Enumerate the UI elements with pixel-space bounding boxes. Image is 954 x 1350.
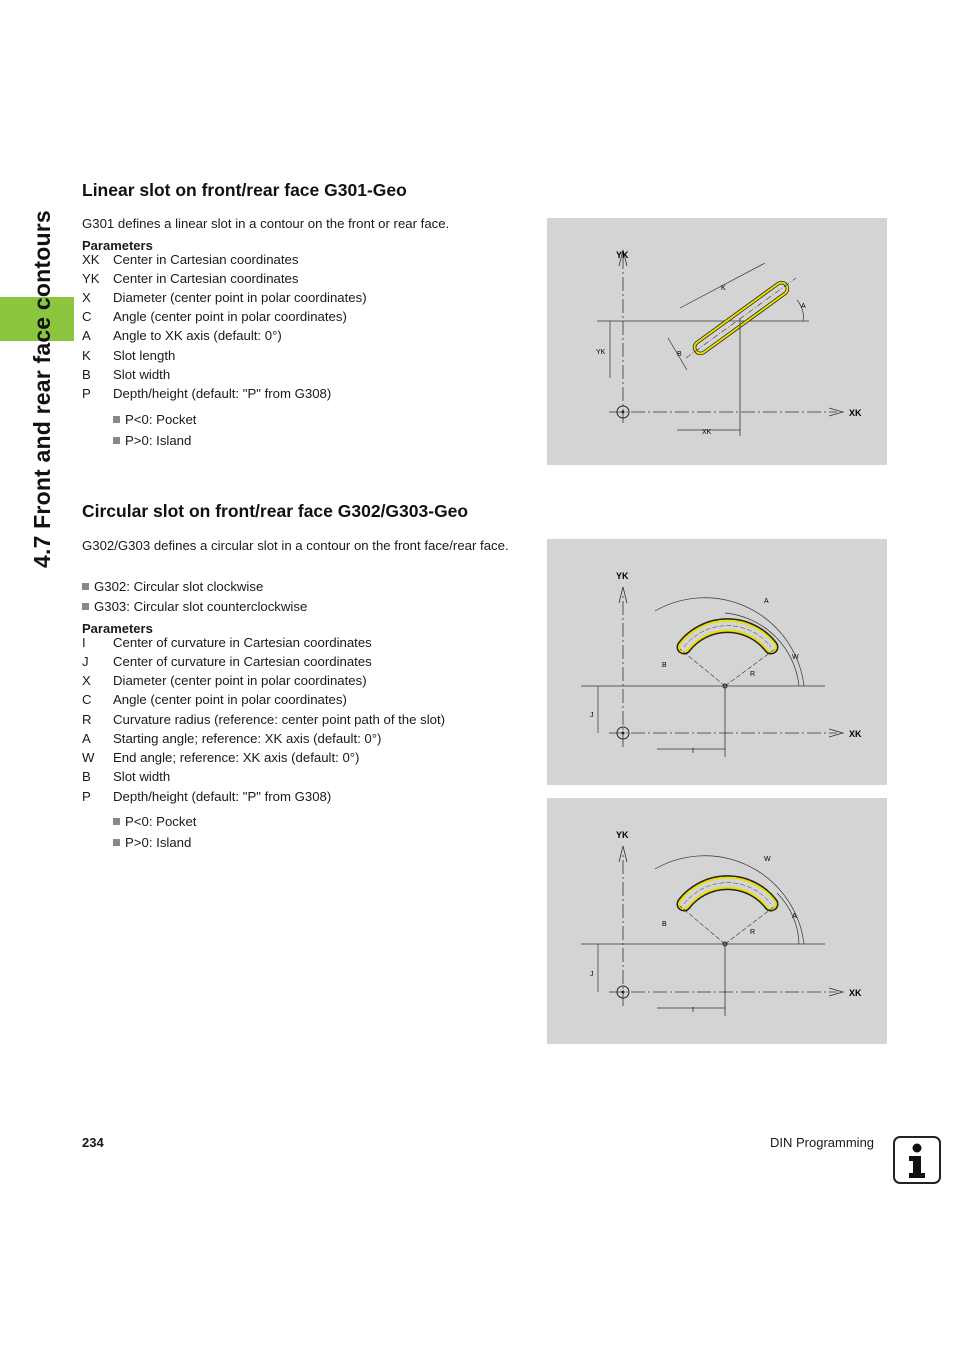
param-row <box>82 769 170 784</box>
figure-circular-slot-counterclockwise <box>547 798 887 1044</box>
dim-label-k: K <box>721 285 726 292</box>
param-key: K <box>82 348 91 363</box>
bullet-square-icon <box>113 839 120 846</box>
sub-bullet: P<0: Pocket <box>113 412 196 427</box>
param-desc: Curvature radius (reference: center point path of the slot) <box>113 712 446 727</box>
dim-label-b: B <box>662 921 667 928</box>
param-desc: Center in Cartesian coordinates <box>113 252 299 267</box>
param-row <box>82 731 381 746</box>
param-row <box>82 348 175 363</box>
param-row <box>82 290 367 305</box>
dim-label-i: I <box>692 748 694 755</box>
sub-bullet: P>0: Island <box>113 835 191 850</box>
param-key: X <box>82 290 91 305</box>
param-row <box>82 271 298 286</box>
dim-label-j: J <box>590 971 594 978</box>
axis-label-xk: XK <box>849 408 862 418</box>
param-row <box>82 328 282 343</box>
param-desc: Depth/height (default: "P" from G308) <box>113 386 332 401</box>
param-desc: Angle (center point in polar coordinates) <box>113 309 347 324</box>
param-desc: Diameter (center point in polar coordinates) <box>113 290 367 305</box>
axis-label-yk: YK <box>616 830 629 840</box>
param-desc: Slot length <box>113 348 176 363</box>
param-desc: Angle (center point in polar coordinates) <box>113 692 347 707</box>
dim-label-a: A <box>792 913 797 920</box>
axis-label-xk: XK <box>849 729 862 739</box>
param-row <box>82 692 347 707</box>
bullet-square-icon <box>113 416 120 423</box>
section-title-circular-slot: Circular slot on front/rear face G302/G303-Geo <box>82 501 469 521</box>
param-key: XK <box>82 252 100 267</box>
page-number: 234 <box>82 1135 104 1150</box>
param-desc: Slot width <box>113 367 171 382</box>
param-desc: Angle to XK axis (default: 0°) <box>113 328 282 343</box>
param-key: P <box>82 789 91 804</box>
param-row <box>82 309 347 324</box>
footer-title: DIN Programming <box>770 1135 875 1150</box>
dim-label-b: B <box>677 351 682 358</box>
chapter-title: 4.7 Front and rear face contours <box>29 210 55 568</box>
param-key: P <box>82 386 91 401</box>
param-desc: Diameter (center point in polar coordinates) <box>113 673 367 688</box>
param-key: B <box>82 769 91 784</box>
param-row <box>82 712 445 727</box>
param-desc: Center of curvature in Cartesian coordinates <box>113 654 372 669</box>
figure-circular-slot-clockwise <box>547 539 887 785</box>
bullet-square-icon <box>113 818 120 825</box>
param-key: X <box>82 673 91 688</box>
section-intro: G302/G303 defines a circular slot in a contour on the front face/rear face. <box>82 538 509 553</box>
dim-label-r: R <box>750 929 756 936</box>
bullet-square-icon <box>82 603 89 610</box>
param-desc: End angle; reference: XK axis (default: 0°) <box>113 750 360 765</box>
param-row <box>82 252 298 267</box>
dim-label-a: A <box>801 303 806 310</box>
figure-linear-slot <box>547 218 887 465</box>
param-key: J <box>82 654 89 669</box>
sub-bullet: P<0: Pocket <box>113 814 196 829</box>
axis-label-yk: YK <box>616 250 629 260</box>
bullet-item: G302: Circular slot clockwise <box>82 579 263 594</box>
param-row <box>82 789 331 804</box>
section-intro: G301 defines a linear slot in a contour on the front or rear face. <box>82 216 450 231</box>
axis-label-yk: YK <box>616 571 629 581</box>
dim-label-w: W <box>792 654 799 661</box>
param-desc: Center of curvature in Cartesian coordinates <box>113 635 372 650</box>
bullet-square-icon <box>113 437 120 444</box>
param-row <box>82 654 372 669</box>
dim-label-xk: XK <box>702 429 712 436</box>
dim-label-w: W <box>764 856 771 863</box>
param-row <box>82 673 367 688</box>
parameters-heading: Parameters <box>82 621 153 636</box>
param-key: R <box>82 712 92 727</box>
param-key: I <box>82 635 86 650</box>
param-row <box>82 386 331 401</box>
parameters-heading: Parameters <box>82 238 153 253</box>
sub-bullet: P>0: Island <box>113 433 191 448</box>
param-key: A <box>82 328 91 343</box>
dim-label-b: B <box>662 662 667 669</box>
param-key: C <box>82 692 92 707</box>
param-desc: Slot width <box>113 769 171 784</box>
param-row <box>82 635 372 650</box>
param-key: YK <box>82 271 100 286</box>
param-row <box>82 750 359 765</box>
dim-label-r: R <box>750 671 756 678</box>
param-desc: Depth/height (default: "P" from G308) <box>113 789 332 804</box>
param-desc: Starting angle; reference: XK axis (default: 0°) <box>113 731 382 746</box>
section-title-linear-slot: Linear slot on front/rear face G301-Geo <box>82 180 407 200</box>
param-desc: Center in Cartesian coordinates <box>113 271 299 286</box>
bullet-square-icon <box>82 583 89 590</box>
dim-label-j: J <box>590 712 594 719</box>
axis-label-xk: XK <box>849 988 862 998</box>
info-icon <box>893 1136 941 1184</box>
dim-label-yk: YK <box>596 349 606 356</box>
param-key: B <box>82 367 91 382</box>
bullet-item: G303: Circular slot counterclockwise <box>82 599 307 614</box>
dim-label-i: I <box>692 1007 694 1014</box>
param-key: W <box>82 750 95 765</box>
param-row <box>82 367 170 382</box>
param-key: A <box>82 731 91 746</box>
dim-label-a: A <box>764 598 769 605</box>
param-key: C <box>82 309 92 324</box>
